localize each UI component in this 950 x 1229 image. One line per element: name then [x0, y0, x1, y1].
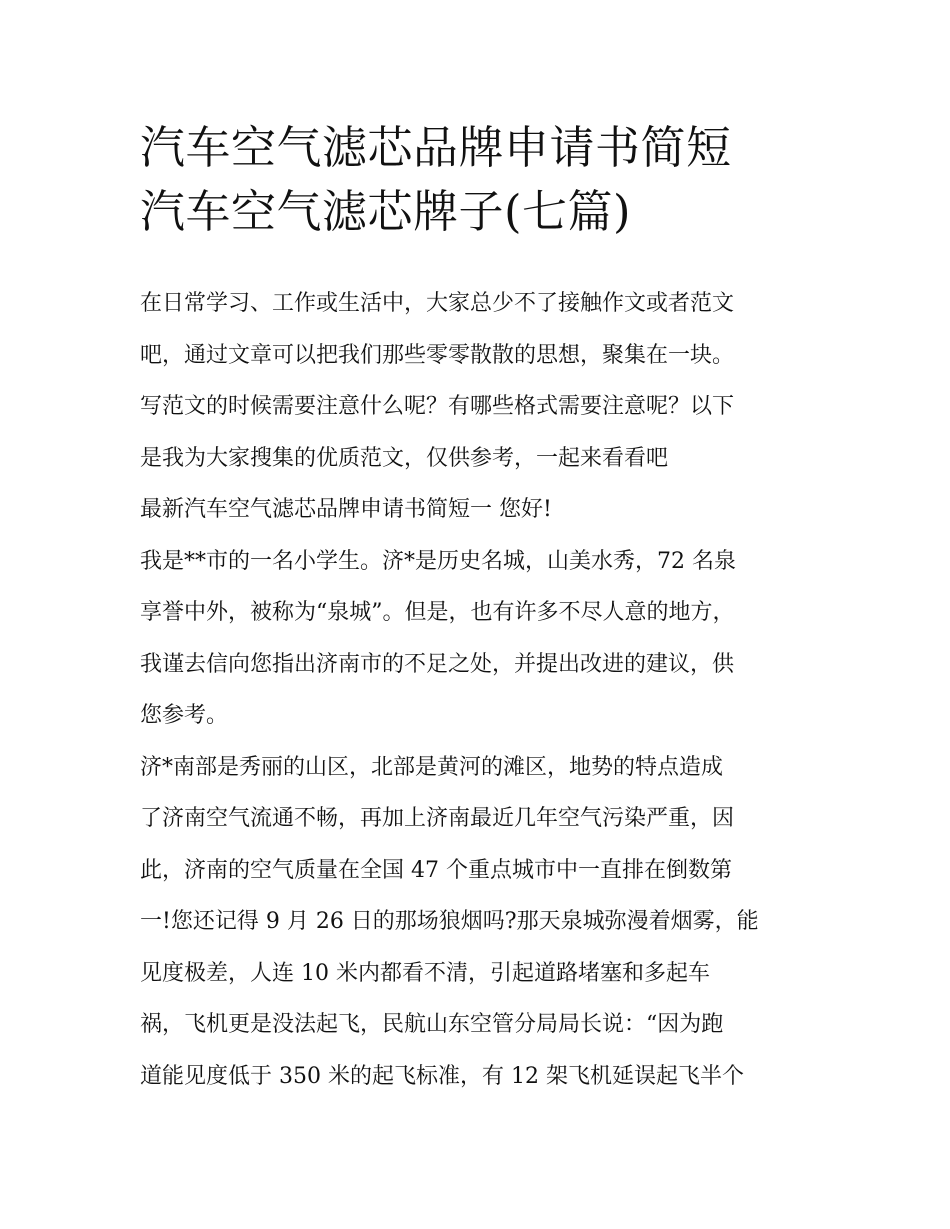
body-line: 吧，通过文章可以把我们那些零零散散的思想，聚集在一块。 [140, 342, 735, 368]
body-line: 道能见度低于 350 米的起飞标准，有 12 架飞机延误起飞半个 [140, 1063, 744, 1089]
body-line: 见度极差，人连 10 米内都看不清，引起道路堵塞和多起车 [140, 960, 710, 986]
body-line: 我是**市的一名小学生。济*是历史名城，山美水秀，72 名泉 [140, 548, 736, 574]
body-line: 您参考。 [140, 703, 229, 728]
section-heading-line: 最新汽车空气滤芯品牌申请书简短一 您好! [140, 497, 552, 522]
body-line: 此，济南的空气质量在全国 47 个重点城市中一直排在倒数第 [140, 857, 732, 883]
body-line: 我谨去信向您指出济南市的不足之处，并提出改进的建议，供 [140, 651, 735, 677]
body-line: 是我为大家搜集的优质范文，仅供参考，一起来看看吧 [140, 445, 669, 471]
title-line-2: 汽车空气滤芯牌子(七篇) [140, 185, 632, 238]
body-line: 享誉中外，被称为“泉城”。但是，也有许多不尽人意的地方， [140, 600, 735, 625]
document-title [140, 116, 840, 244]
body-line: 写范文的时候需要注意什么呢？有哪些格式需要注意呢？以下 [140, 394, 735, 419]
document-body [140, 278, 820, 1102]
body-line: 济*南部是秀丽的山区，北部是黄河的滩区，地势的特点造成 [140, 754, 724, 780]
title-line-1: 汽车空气滤芯品牌申请书简短 [140, 121, 732, 174]
body-line: 了济南空气流通不畅，再加上济南最近几年空气污染严重，因 [140, 806, 735, 831]
body-line: 在日常学习、工作或生活中，大家总少不了接触作文或者范文 [140, 291, 735, 316]
body-line: 一!您还记得 9 月 26 日的那场狼烟吗?那天泉城弥漫着烟雾，能 [140, 909, 759, 934]
body-line: 祸，飞机更是没法起飞，民航山东空管分局局长说：“因为跑 [140, 1012, 724, 1037]
